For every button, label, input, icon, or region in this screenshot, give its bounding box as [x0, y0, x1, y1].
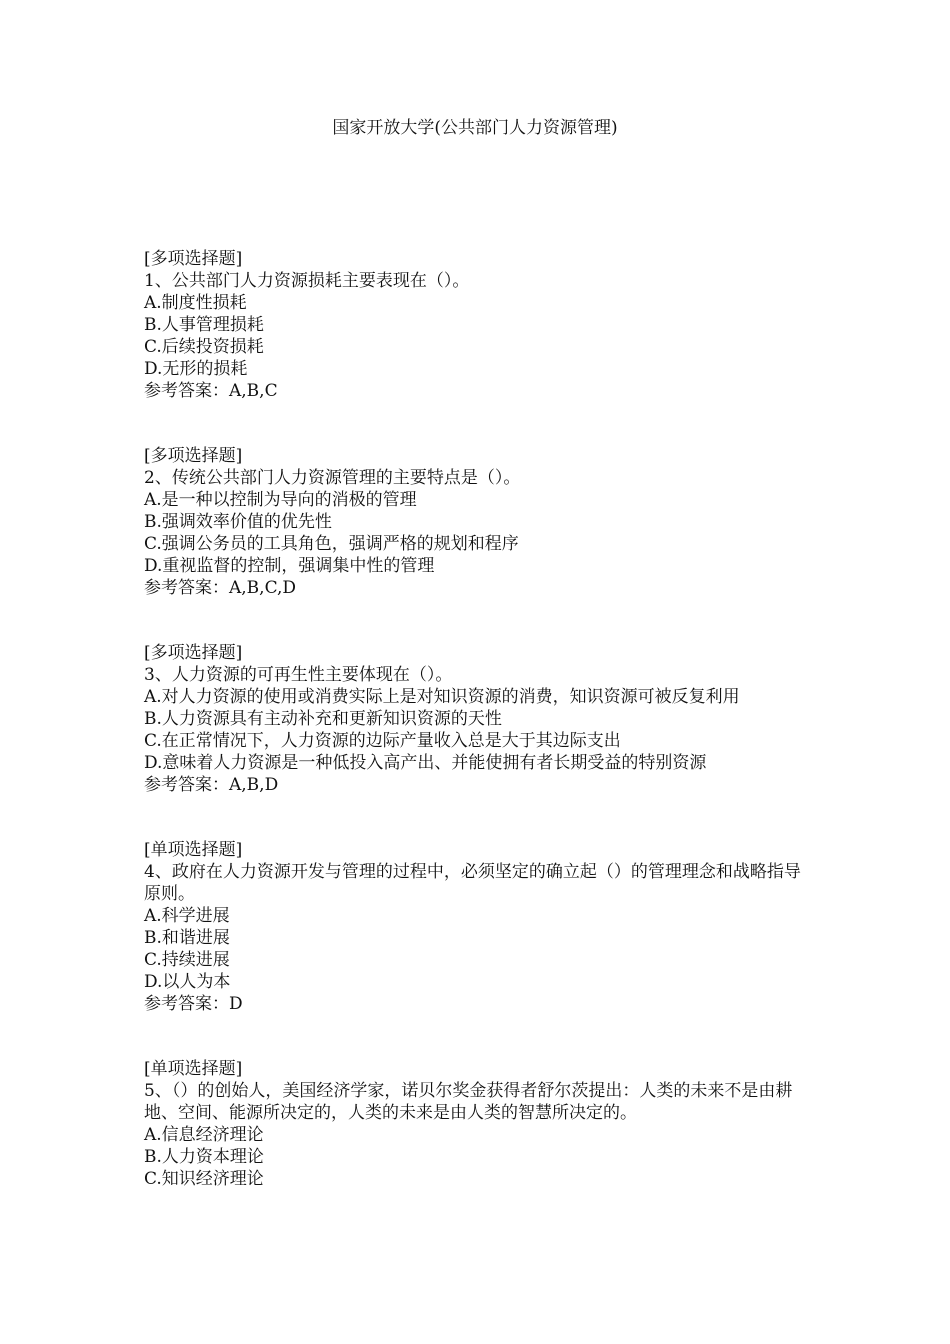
question-text: 传统公共部门人力资源管理的主要特点是（）。	[171, 468, 521, 488]
option-d: D.意味着人力资源是一种低投入高产出、并能使拥有者长期受益的特别资源	[144, 753, 707, 773]
question-text: 人力资源的可再生性主要体现在（）。	[171, 665, 453, 685]
question-list	[144, 248, 814, 1233]
option-c: C.持续进展	[144, 950, 230, 970]
question-text: 政府在人力资源开发与管理的过程中，必须坚定的确立起（）的管理理念和战略指导原则。	[144, 862, 801, 904]
option-d: D.无形的损耗	[144, 359, 248, 379]
option-d: D.重视监督的控制，强调集中性的管理	[144, 556, 435, 576]
option-b: B.人力资源具有主动补充和更新知识资源的天性	[144, 709, 502, 729]
answer-value: A,B,C	[229, 381, 278, 401]
option-c: C.后续投资损耗	[144, 337, 264, 357]
reference-answer	[144, 993, 814, 1015]
question-type: [多项选择题]	[144, 643, 243, 663]
option-a: A.是一种以控制为导向的消极的管理	[144, 490, 417, 510]
option-b: B.人力资本理论	[144, 1147, 264, 1167]
question-stem	[144, 467, 814, 489]
question-type: [多项选择题]	[144, 249, 243, 269]
option-c: C.知识经济理论	[144, 1169, 264, 1189]
option-b: B.强调效率价值的优先性	[144, 512, 332, 532]
reference-answer	[144, 774, 814, 796]
question-text: （）的创始人，美国经济学家，诺贝尔奖金获得者舒尔茨提出：人类的未来不是由耕地、空间、能源所决定的，人类的未来是由人类的智慧所决定的。	[144, 1081, 793, 1123]
question-3	[144, 642, 814, 796]
option-c: C.在正常情况下，人力资源的边际产量收入总是大于其边际支出	[144, 731, 621, 751]
question-stem	[144, 664, 814, 686]
answer-label: 参考答案：	[144, 775, 229, 795]
question-number: 4、	[144, 862, 172, 882]
question-number: 5、	[144, 1081, 172, 1101]
question-stem	[144, 1080, 814, 1124]
question-number: 3、	[144, 665, 172, 685]
question-stem	[144, 270, 814, 292]
answer-value: D	[229, 994, 243, 1014]
question-text: 公共部门人力资源损耗主要表现在（）。	[171, 271, 470, 291]
answer-value: A,B,C,D	[229, 578, 297, 598]
option-a: A.科学进展	[144, 906, 230, 926]
question-number: 1、	[144, 271, 172, 291]
option-c: C.强调公务员的工具角色，强调严格的规划和程序	[144, 534, 519, 554]
reference-answer	[144, 380, 814, 402]
option-b: B.人事管理损耗	[144, 315, 264, 335]
option-a: A.对人力资源的使用或消费实际上是对知识资源的消费，知识资源可被反复利用	[144, 687, 740, 707]
question-4	[144, 839, 814, 1015]
answer-label: 参考答案：	[144, 578, 229, 598]
answer-label: 参考答案：	[144, 994, 229, 1014]
question-type: [多项选择题]	[144, 446, 243, 466]
question-5	[144, 1058, 814, 1190]
document-title: 国家开放大学(公共部门人力资源管理)	[332, 118, 618, 138]
option-b: B.和谐进展	[144, 928, 230, 948]
question-number: 2、	[144, 468, 172, 488]
option-d: D.以人为本	[144, 972, 231, 992]
question-type: [单项选择题]	[144, 840, 243, 860]
option-a: A.信息经济理论	[144, 1125, 264, 1145]
reference-answer	[144, 577, 814, 599]
question-type: [单项选择题]	[144, 1059, 243, 1079]
option-a: A.制度性损耗	[144, 293, 247, 313]
question-1	[144, 248, 814, 402]
question-stem	[144, 861, 814, 905]
answer-label: 参考答案：	[144, 381, 229, 401]
answer-value: A,B,D	[229, 775, 279, 795]
question-2	[144, 445, 814, 599]
